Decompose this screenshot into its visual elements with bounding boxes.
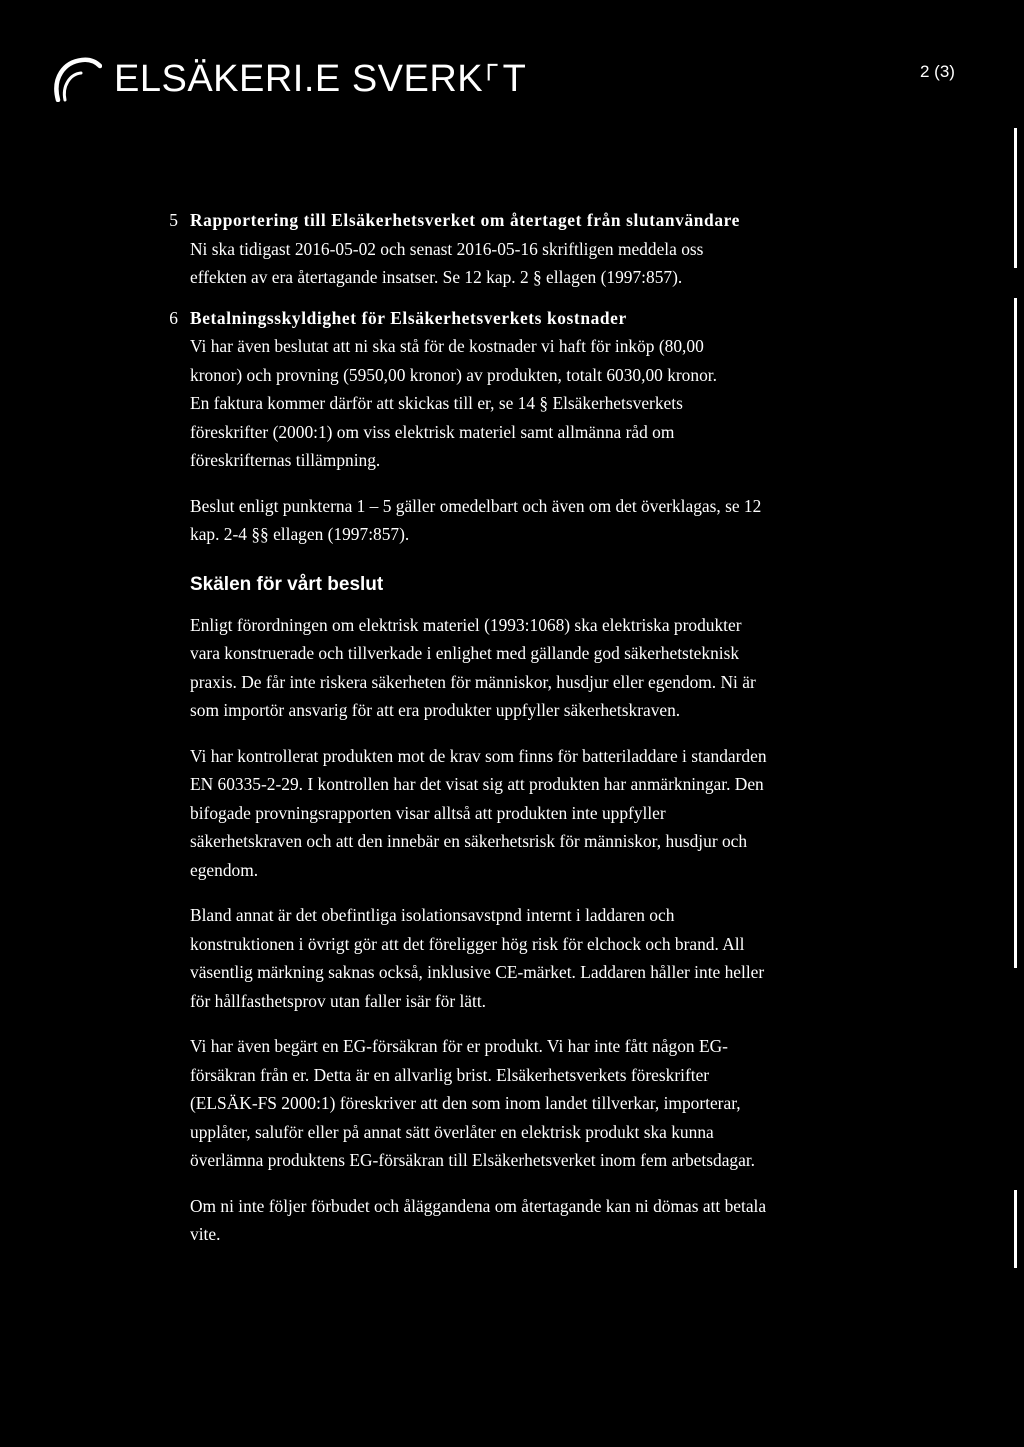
item-text-line: föreskrifternas tillämpning. <box>190 450 381 470</box>
note-line: kap. 2-4 §§ ellagen (1997:857). <box>190 524 410 544</box>
section-heading: Skälen för vårt beslut <box>190 573 384 595</box>
item-text-line: Vi har även beslutat att ni ska stå för de kostnader vi haft för inköp (80,00 <box>190 336 704 356</box>
paragraph <box>190 901 830 1015</box>
paragraph-line: försäkran från er. Detta är en allvarlig brist. Elsäkerhetsverkets föreskrifter <box>190 1064 710 1085</box>
paragraph-line: EN 60335-2-29. I kontrollen har det visat sig att produkten har anmärkningar. Den <box>190 774 764 794</box>
paragraph-line: Vi har även begärt en EG-försäkran för er produkt. Vi har inte fått någon EG- <box>190 1036 728 1056</box>
margin-rule <box>1014 1190 1017 1268</box>
paragraph-line: vara konstruerade och tillverkade i enlighet med gällande god säkerhetsteknisk <box>190 643 740 663</box>
paragraph-line: bifogade provningsrapporten visar alltså att produkten inte uppfyller <box>190 802 666 823</box>
paragraph-line: väsentlig märkning saknas också, inklusive CE-märket. Laddaren håller inte heller <box>190 962 765 982</box>
paragraph <box>190 1032 830 1175</box>
paragraph <box>190 1192 830 1249</box>
decision-note <box>190 492 830 549</box>
decision-item-6 <box>169 304 830 475</box>
margin-rule <box>1014 298 1017 968</box>
paragraph-line: Bland annat är det obefintliga isolationsavstpnd internt i laddaren och <box>190 905 675 925</box>
item-text-line: En faktura kommer därför att skickas till er, se 14 § Elsäkerhetsverkets <box>190 393 683 413</box>
item-number: 5 <box>169 210 178 230</box>
decision-item-5 <box>169 206 830 292</box>
item-text-line: Ni ska tidigast 2016-05-02 och senast 2016-05-16 skriftligen meddela oss <box>190 238 704 259</box>
paragraph-line: upplåter, saluför eller på annat sätt överlåter en elektrisk produkt ska kunna <box>190 1121 714 1142</box>
paragraph-line: överlämna produktens EG-försäkran till Elsäkerhetsverket inom fem arbetsdagar. <box>190 1150 755 1170</box>
letterhead <box>48 52 978 102</box>
item-text-line: föreskrifter (2000:1) om viss elektrisk materiel samt allmänna råd om <box>190 421 675 442</box>
paragraph-line: vite. <box>190 1224 221 1244</box>
paragraph-line: Om ni inte följer förbudet och åläggandena om återtagande kan ni dömas att betala <box>190 1195 767 1216</box>
item-number: 6 <box>169 307 178 328</box>
item-title: Betalningsskyldighet för Elsäkerhetsverkets kostnader <box>190 307 627 328</box>
item-text-line: kronor) och provning (5950,00 kronor) av produkten, totalt 6030,00 kronor. <box>190 364 717 385</box>
item-text-line: effekten av era återtagande insatser. Se 12 kap. 2 § ellagen (1997:857). <box>190 267 683 287</box>
item-title: Rapportering till Elsäkerhetsverket om återtaget från slutanvändare <box>190 210 740 230</box>
paragraph <box>190 611 830 725</box>
margin-rule <box>1014 128 1017 268</box>
page-number: 2 (3) <box>920 62 955 81</box>
paragraph-line: egendom. <box>190 859 259 880</box>
paragraph-line: Enligt förordningen om elektrisk materiel (1993:1068) ska elektriska produkter <box>190 614 742 635</box>
note-line: Beslut enligt punkterna 1 – 5 gäller omedelbart och även om det överklagas, se 12 <box>190 495 762 516</box>
paragraph-line: praxis. De får inte riskera säkerheten för människor, husdjur eller egendom. Ni är <box>190 671 756 692</box>
paragraph-line: som importör ansvarig för att era produkter uppfyller säkerhetskraven. <box>190 700 681 720</box>
letter-body <box>169 206 830 1249</box>
paragraph-line: (ELSÄK-FS 2000:1) föreskriver att den som inom landet tillverkar, importerar, <box>190 1093 741 1113</box>
agency-logo-text: ELSÄKERI.E SVERK⸀T <box>114 58 527 100</box>
paragraph <box>190 742 830 885</box>
paragraph-line: för hållfasthetsprov utan faller isär för lätt. <box>190 990 487 1011</box>
paragraph-line: Vi har kontrollerat produkten mot de krav som finns för batteriladdare i standarden <box>190 745 767 766</box>
paragraph-line: konstruktionen i övrigt gör att det föreligger hög risk för elchock och brand. All <box>190 933 745 954</box>
logo-arc-icon <box>48 56 102 102</box>
paragraph-line: säkerhetskraven och att den innebär en säkerhetsrisk för människor, husdjur och <box>190 831 748 851</box>
